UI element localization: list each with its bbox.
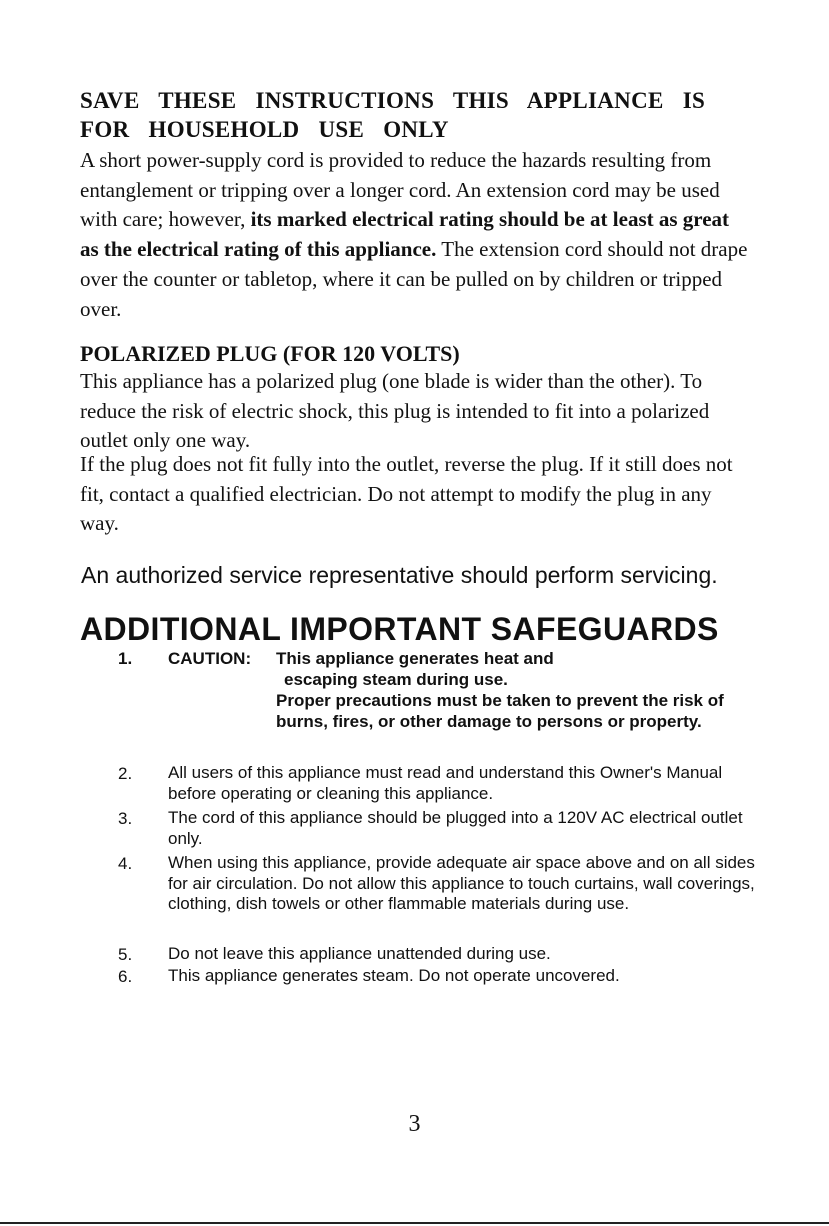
- polarized-plug-heading: POLARIZED PLUG (FOR 120 VOLTS): [80, 341, 460, 366]
- cord-text-end: The extension cord should not drape over the counter or tabletop, where it can be pulled on by children or tripped over.: [80, 237, 748, 321]
- list-item-number: 1.: [118, 649, 133, 668]
- list-item-number: 4.: [118, 854, 133, 873]
- caution-label: CAUTION:: [168, 649, 252, 668]
- list-item-number: 2.: [118, 764, 133, 783]
- bottom-divider: [0, 1222, 829, 1224]
- safeguards-heading: ADDITIONAL IMPORTANT SAFEGUARDS: [80, 611, 719, 647]
- service-notice: An authorized service representative should perform servicing.: [81, 562, 718, 588]
- save-instructions-heading: SAVE THESE INSTRUCTIONS THIS APPLIANCE IS FOR HOUSEHOLD USE ONLY: [80, 88, 706, 142]
- caution-line: escaping steam during use.: [284, 670, 508, 689]
- cord-text-intro: A short power-supply cord is provided to reduce the hazards resulting from entanglement or tripping over a longer cord. An extension cord may be used with care; however,: [80, 148, 720, 232]
- cord-rating-warning: its marked electrical rating should be at least as great as the electrical rating of this appliance.: [80, 207, 730, 262]
- polarized-plug-paragraph: This appliance has a polarized plug (one blade is wider than the other). To reduce the risk of electric shock, this plug is intended to fit into a polarized outlet only one way.: [80, 369, 710, 453]
- caution-line: This appliance generates heat and: [276, 649, 554, 668]
- caution-text: [276, 648, 766, 732]
- list-item-number: 6.: [118, 967, 133, 986]
- list-item-text: This appliance generates steam. Do not operate uncovered.: [168, 966, 620, 985]
- page-number: 3: [408, 1111, 421, 1137]
- list-item-text: When using this appliance, provide adequate air space above and on all sides for air circulation. Do not allow this appliance to touch curtains, wall coverings, clothing, dish towels or other flammable materials during use.: [168, 853, 755, 914]
- list-item-text: Do not leave this appliance unattended during use.: [168, 944, 551, 963]
- list-item-number: 3.: [118, 809, 133, 828]
- caution-line: Proper precautions must be taken to prevent the risk of burns, fires, or other damage to persons or property.: [276, 691, 724, 731]
- plug-fit-paragraph: If the plug does not fit fully into the outlet, reverse the plug. If it still does not fit, contact a qualified electrician. Do not attempt to modify the plug in any way.: [80, 452, 733, 536]
- list-item-text: All users of this appliance must read and understand this Owner's Manual before operating or cleaning this appliance.: [168, 763, 723, 803]
- list-item-text: The cord of this appliance should be plugged into a 120V AC electrical outlet only.: [168, 808, 743, 848]
- list-item-number: 5.: [118, 945, 133, 964]
- extension-cord-paragraph: [80, 146, 748, 324]
